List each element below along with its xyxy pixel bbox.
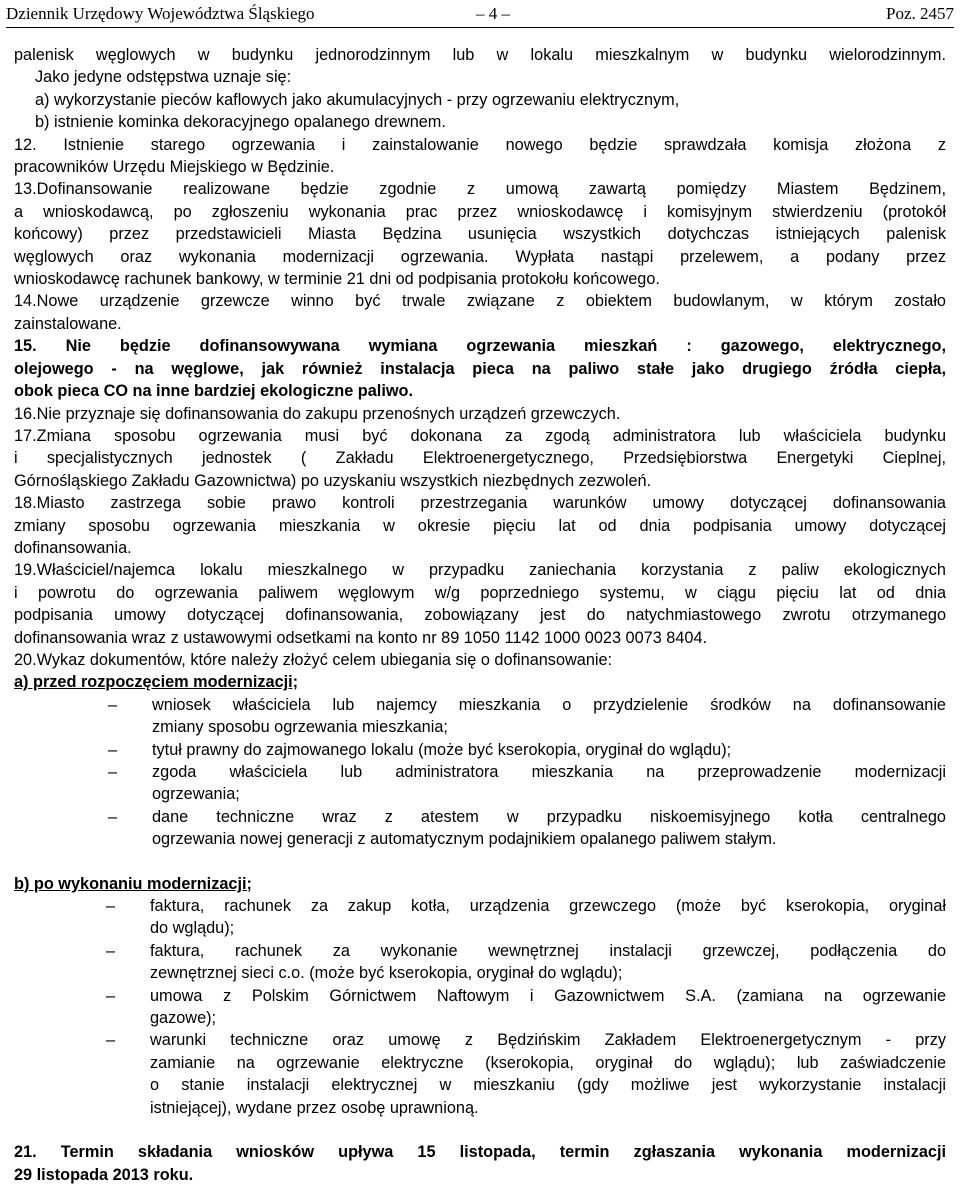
list-item — [14, 940, 946, 985]
page-number: – 4 – — [476, 4, 510, 23]
paragraph-12-line: 12. Istnienie starego ogrzewania i zainstalowanie nowego będzie sprawdzała komisja złożona z — [14, 135, 946, 154]
section-b-heading: b) po wykonaniu modernizacji; — [14, 874, 252, 893]
paragraph-13-line: wnioskodawcę rachunek bankowy, w terminie 21 dni od podpisania protokołu końcowego. — [14, 270, 660, 289]
dash-bullet: – — [108, 695, 118, 714]
paragraph-15-line: obok pieca CO na inne bardziej ekologiczne paliwo. — [14, 382, 413, 401]
paragraph-13-line: a wnioskodawcą, po zgłoszeniu wykonania prac przez wnioskodawcę i komisyjnym stwierdzeniu (protokół — [14, 202, 946, 221]
list-item-line: warunki techniczne oraz umowę z Będzińskim Zakładem Elektroenergetycznym - przy — [150, 1031, 946, 1050]
text-line: Jako jedyne odstępstwa uznaje się: — [35, 68, 292, 87]
list-item — [14, 985, 946, 1030]
list-item-line: faktura, rachunek za zakup kotła, urządzenia grzewczego (może być kserokopia, oryginał — [150, 897, 946, 916]
list-item-line: zamianie na ogrzewanie elektryczne (kserokopia, oryginał do wglądu); lub zaświadczenie — [150, 1053, 946, 1072]
document-body — [14, 44, 946, 1186]
list-item-line: dane techniczne wraz z atestem w przypadku niskoemisyjnego kotła centralnego — [152, 807, 946, 826]
paragraph-21-line: 29 listopada 2013 roku. — [14, 1165, 194, 1184]
section-a-heading: a) przed rozpoczęciem modernizacji; — [14, 673, 299, 692]
dash-bullet: – — [108, 763, 118, 781]
list-item — [14, 895, 946, 940]
list-item-line: zmiany sposobu ogrzewania mieszkania; — [152, 718, 448, 737]
position-number: Poz. 2457 — [886, 4, 954, 23]
paragraph-14-line: 14.Nowe urządzenie grzewcze winno być trwale związane z obiektem budowlanym, w którym zostało — [14, 292, 946, 311]
header-rule — [6, 27, 954, 28]
list-item — [14, 761, 946, 806]
dash-bullet: – — [106, 941, 116, 960]
dash-bullet: – — [106, 1031, 116, 1050]
paragraph-18-line: dofinansowania. — [14, 538, 132, 557]
dash-bullet: – — [108, 807, 118, 826]
list-item-line: istniejącej), wydane przez osobę uprawnioną. — [150, 1098, 479, 1117]
paragraph-18-line: zmiany sposobu ogrzewania mieszkania w okresie pięciu lat od dnia podpisania umowy dotyczącej — [14, 516, 946, 535]
list-item — [14, 806, 946, 851]
paragraph-14-line: zainstalowane. — [14, 314, 122, 333]
paragraph-21-line: 21. Termin składania wniosków upływa 15 listopada, termin zgłaszania wykonania modernizacji — [14, 1143, 946, 1162]
list-item-line: o stanie instalacji elektrycznej w mieszkaniu (gdy możliwe jest wykorzystanie instalacji — [150, 1076, 946, 1095]
paragraph-13-line: końcowy) przez przedstawicieli Miasta Będzina usunięcia wszystkich dotychczas istniejących palenisk — [14, 225, 946, 244]
paragraph-13-line: 13.Dofinansowanie realizowane będzie zgodnie z umową zawartą pomiędzy Miastem Będzinem, — [14, 180, 946, 199]
paragraph-19-line: i powrotu do ogrzewania paliwem węglowym w/g poprzedniego systemu, w ciągu pięciu lat od dnia — [14, 583, 946, 602]
text-line: palenisk węglowych w budynku jednorodzinnym lub w lokalu mieszkalnym w budynku wielorodzinnym. — [14, 46, 946, 64]
paragraph-17-line: 17.Zmiana sposobu ogrzewania musi być dokonana za zgodą administratora lub właściciela budynku — [14, 426, 946, 445]
list-item-line: do wglądu); — [150, 919, 235, 938]
journal-title: Dziennik Urzędowy Województwa Śląskiego — [6, 4, 315, 23]
dash-bullet: – — [106, 986, 116, 1005]
list-item-line: zewnętrznej sieci c.o. (może być kserokopia, oryginał do wglądu); — [150, 964, 623, 983]
list-item-line: faktura, rachunek za wykonanie wewnętrznej instalacji grzewczej, podłączenia do — [150, 941, 946, 960]
paragraph-19-line: 19.Właściciel/najemca lokalu mieszkalnego w przypadku zaniechania korzystania z paliw ekologicznych — [14, 561, 946, 580]
list-item — [14, 1029, 946, 1119]
paragraph-16: 16.Nie przyznaje się dofinansowania do zakupu przenośnych urządzeń grzewczych. — [14, 404, 621, 423]
paragraph-17-line: Górnośląskiego Zakładu Gazownictwa) po uzyskaniu wszystkich niezbędnych zezwoleń. — [14, 471, 652, 490]
paragraph-15-line: 15. Nie będzie dofinansowywana wymiana ogrzewania mieszkań : gazowego, elektrycznego, — [14, 337, 946, 356]
list-item-line: tytuł prawny do zajmowanego lokalu (może być kserokopia, oryginał do wglądu); — [152, 740, 732, 759]
paragraph-18-line: 18.Miasto zastrzega sobie prawo kontroli przestrzegania warunków umowy dotyczącej dofinansowania — [14, 494, 946, 513]
paragraph-17-line: i specjalistycznych jednostek ( Zakładu Elektroenergetycznego, Przedsiębiorstwa Energetyki Cieplnej, — [14, 449, 946, 468]
spacer — [14, 851, 946, 873]
text-line: b) istnienie kominka dekoracyjnego opalanego drewnem. — [35, 113, 446, 132]
list-item-line: ogrzewania; — [152, 785, 240, 804]
text-line: a) wykorzystanie pieców kaflowych jako akumulacyjnych - przy ogrzewaniu elektrycznym, — [35, 90, 680, 109]
paragraph-20: 20.Wykaz dokumentów, które należy złożyć celem ubiegania się o dofinansowanie: — [14, 650, 613, 669]
list-item-line: ogrzewania nowej generacji z automatycznym podajnikiem opalanego paliwem stałym. — [152, 830, 777, 849]
paragraph-19-line: podpisania umowy dotyczącej dofinansowania, zobowiązany jest do natychmiastowego zwrotu otrzymanego — [14, 606, 946, 625]
list-item — [14, 739, 946, 761]
paragraph-19-line: dofinansowania wraz z ustawowymi odsetkami na konto nr 89 1050 1142 1000 0023 0073 8404. — [14, 628, 708, 647]
list-item-line: zgoda właściciela lub administratora mieszkania na przeprowadzenie modernizacji — [152, 763, 946, 781]
list-item — [14, 694, 946, 739]
list-item-line: umowa z Polskim Górnictwem Naftowym i Gazownictwem S.A. (zamiana na ogrzewanie — [150, 986, 946, 1005]
spacer — [14, 1119, 946, 1141]
paragraph-15-line: olejowego - na węglowe, jak również instalacja pieca na paliwo stałe jako drugiego źródła ciepła, — [14, 359, 946, 378]
dash-bullet: – — [108, 740, 118, 759]
dash-bullet: – — [106, 897, 116, 916]
list-item-line: wniosek właściciela lub najemcy mieszkania o przydzielenie środków na dofinansowanie — [152, 695, 946, 714]
paragraph-12-line: pracowników Urzędu Miejskiego w Będzinie. — [14, 158, 335, 177]
list-item-line: gazowe); — [150, 1009, 217, 1028]
running-header — [6, 4, 954, 26]
paragraph-13-line: węglowych oraz wykonania modernizacji ogrzewania. Wypłata nastąpi przelewem, a podany przez — [14, 247, 946, 266]
